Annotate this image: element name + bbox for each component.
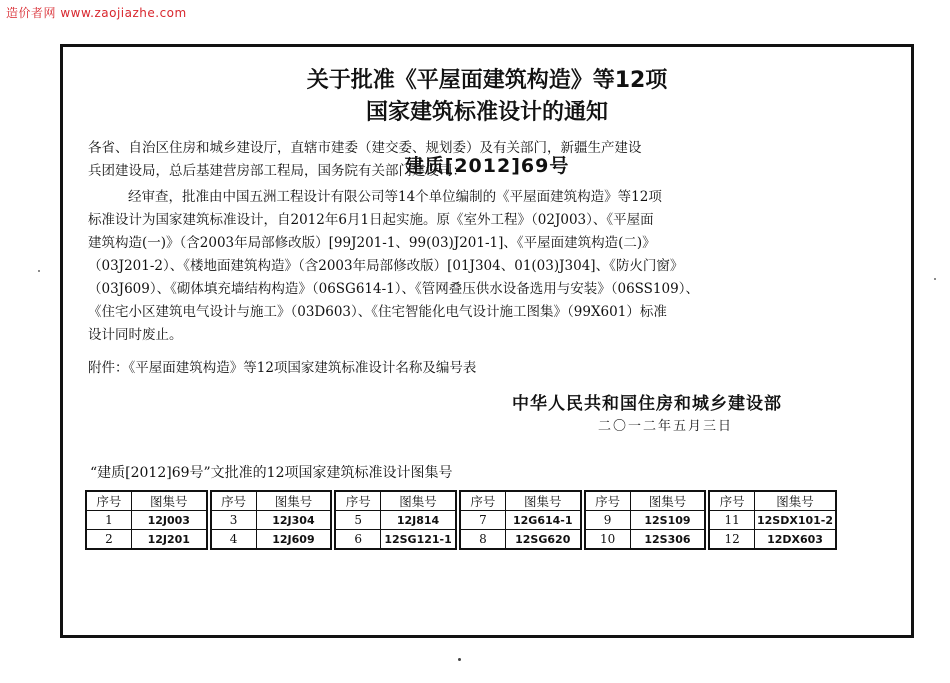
- cell-code: 12SDX101-2: [755, 511, 837, 530]
- header-code: 图集号: [755, 491, 837, 511]
- header-code: 图集号: [256, 491, 331, 511]
- cell-code: 12DX603: [755, 530, 837, 550]
- header-no: 序号: [585, 491, 630, 511]
- notice-title-line-2: 国家建筑标准设计的通知: [365, 100, 608, 125]
- table-row: [211, 511, 332, 530]
- watermark-text[interactable]: 造价者网 www.zaojiazhe.com: [6, 6, 187, 20]
- cell-no: 2: [86, 530, 131, 550]
- header-no: 序号: [709, 491, 754, 511]
- cell-no: 1: [86, 511, 131, 530]
- addressee-line: 各省、自治区住房和城乡建设厅，直辖市建委（建交委、规划委）及有关部门，新疆生产建设: [88, 140, 642, 156]
- header-code: 图集号: [131, 491, 206, 511]
- table-group: [85, 490, 208, 550]
- cell-no: 12: [709, 530, 754, 550]
- cell-no: 7: [460, 511, 505, 530]
- paragraph-line: 《住宅小区建筑电气设计与施工》（03D603）、《住宅智能化电气设计施工图集》（99X601）标准: [88, 304, 667, 320]
- table-header-row: [211, 491, 332, 511]
- table-row: [585, 511, 706, 530]
- cell-code: 12S306: [630, 530, 705, 550]
- issuing-authority: 中华人民共和国住房和城乡建设部: [512, 394, 782, 414]
- cell-no: 5: [335, 511, 380, 530]
- paragraph-line: 标准设计为国家建筑标准设计，自2012年6月1日起实施。原《室外工程》（02J003）、《平屋面: [88, 212, 654, 228]
- table-row: [335, 511, 456, 530]
- cell-no: 11: [709, 511, 754, 530]
- paragraph-line: 经审查，批准由中国五洲工程设计有限公司等14个单位编制的《平屋面建筑构造》等12项: [128, 189, 662, 205]
- paragraph-line: （03J201-2）、《楼地面建筑构造》（含2003年局部修改版）[01J304、01(03)J304]、《防火门窗》: [88, 258, 684, 274]
- table-row: [211, 530, 332, 550]
- document-number: 建质[2012]69号: [404, 155, 570, 177]
- cell-code: 12J003: [131, 511, 206, 530]
- table-group: [210, 490, 333, 550]
- cell-code: 12G614-1: [505, 511, 580, 530]
- cell-no: 8: [460, 530, 505, 550]
- cell-code: 12J814: [381, 511, 456, 530]
- table-row: [86, 530, 207, 550]
- table-group: [584, 490, 707, 550]
- table-caption: “建质[2012]69号”文批准的12项国家建筑标准设计图集号: [90, 465, 453, 481]
- header-no: 序号: [335, 491, 380, 511]
- table-row: [335, 530, 456, 550]
- table-group: [334, 490, 457, 550]
- table-row: [460, 530, 581, 550]
- addressees: [88, 137, 814, 183]
- atlas-number-table: [85, 490, 837, 550]
- table-header-row: [709, 491, 836, 511]
- cell-code: 12J609: [256, 530, 331, 550]
- cell-code: 12J304: [256, 511, 331, 530]
- scan-speck: [38, 270, 40, 272]
- notice-title-line-1: 关于批准《平屋面建筑构造》等12项: [306, 68, 668, 93]
- table-row: [709, 530, 836, 550]
- paragraph-line: （03J609）、《砌体填充墙结构构造》（06SG614-1）、《管网叠压供水设备选用与安装》（06SS109）、: [88, 281, 699, 297]
- table-header-row: [585, 491, 706, 511]
- paragraph-line: 设计同时废止。: [88, 327, 183, 343]
- scan-dot: [458, 658, 461, 661]
- cell-no: 3: [211, 511, 256, 530]
- table-group: [459, 490, 582, 550]
- issue-date: 二〇一二年五月三日: [598, 419, 734, 434]
- cell-code: 12SG121-1: [381, 530, 456, 550]
- addressee-line: 兵团建设局，总后基建营房部工程局，国务院有关部门建设司：: [88, 163, 466, 179]
- cell-no: 10: [585, 530, 630, 550]
- cell-no: 9: [585, 511, 630, 530]
- table-group: [708, 490, 837, 550]
- cell-code: 12S109: [630, 511, 705, 530]
- table-row: [460, 511, 581, 530]
- table-row: [709, 511, 836, 530]
- table-row: [86, 511, 207, 530]
- attachment-note: 附件：《平屋面建筑构造》等12项国家建筑标准设计名称及编号表: [88, 360, 477, 376]
- table-header-row: [86, 491, 207, 511]
- table-row: [585, 530, 706, 550]
- header-code: 图集号: [381, 491, 456, 511]
- notice-paragraph: [88, 186, 814, 347]
- header-no: 序号: [86, 491, 131, 511]
- scan-speck: [934, 278, 936, 280]
- cell-no: 6: [335, 530, 380, 550]
- header-no: 序号: [211, 491, 256, 511]
- header-code: 图集号: [505, 491, 580, 511]
- cell-code: 12SG620: [505, 530, 580, 550]
- cell-code: 12J201: [131, 530, 206, 550]
- paragraph-line: 建筑构造(一)》（含2003年局部修改版）[99J201-1、99(03)J201-1]、《平屋面建筑构造(二)》: [88, 235, 656, 251]
- table-header-row: [460, 491, 581, 511]
- header-no: 序号: [460, 491, 505, 511]
- table-header-row: [335, 491, 456, 511]
- header-code: 图集号: [630, 491, 705, 511]
- cell-no: 4: [211, 530, 256, 550]
